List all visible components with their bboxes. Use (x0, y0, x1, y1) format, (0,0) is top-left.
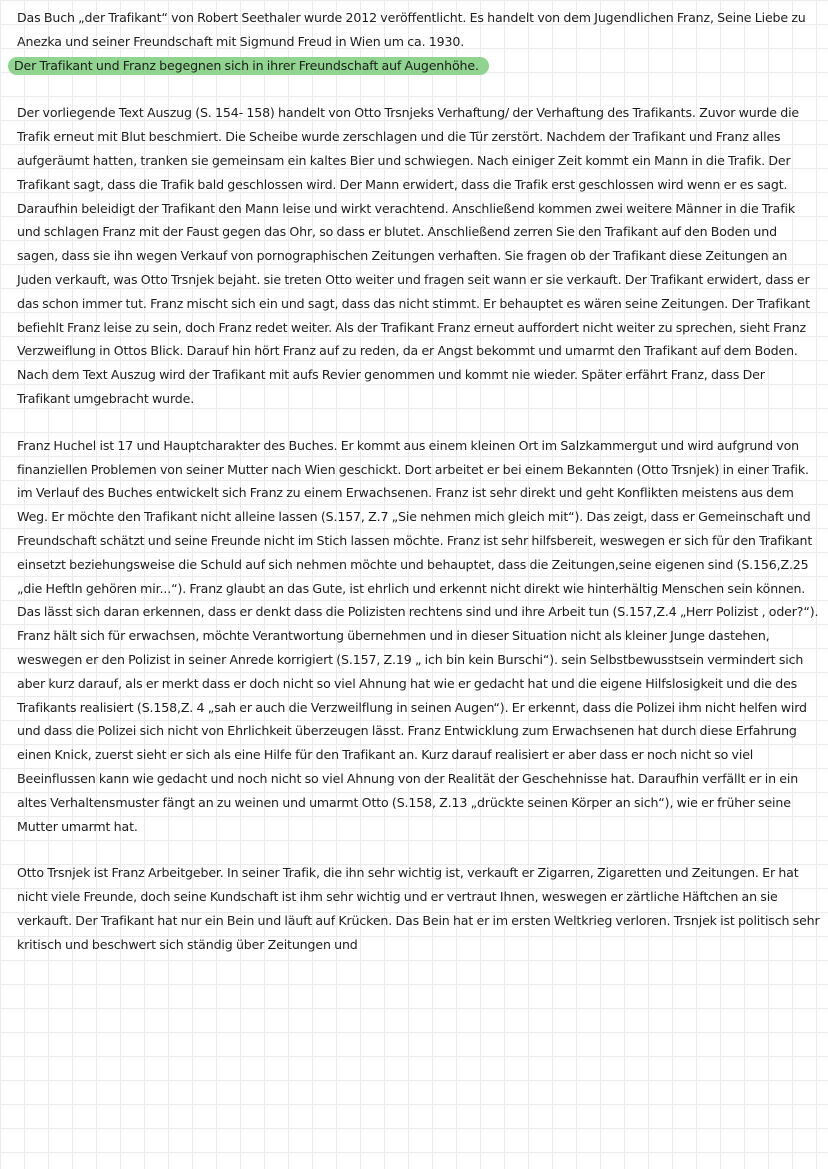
highlighted-thesis: Der Trafikant und Franz begegnen sich in ihrer Freundschaft auf Augenhöhe. (8, 57, 489, 75)
intro-text: Das Buch „der Trafikant“ von Robert Seethaler wurde 2012 veröffentlicht. Es handelt von dem Jugendlichen Franz, Seine Liebe zu Anezka und seiner Freundschaft mit Sigmund Freud in Wien um ca. 1930. (17, 10, 806, 49)
paragraph-gap (17, 838, 820, 861)
paragraph-gap (17, 411, 820, 434)
paragraph-gap (17, 77, 820, 101)
franz-characterization-paragraph: Franz Huchel ist 17 und Hauptcharakter des Buches. Er kommt aus einem kleinen Ort im Salzkammergut und wird aufgrund von finanziellen Problemen von seiner Mutter nach Wien geschickt. Dort arbeitet er bei einem Bekannten (Otto Trsnjek) in einer Trafik. im Verlauf des Buches entwickelt sich Franz zu einem Erwachsenen. Franz ist sehr direkt und geht Konflikten meistens aus dem Weg. Er möchte den Trafikant nicht alleine lassen (S.157, Z.7 „Sie nehmen mich gleich mit“). Das zeigt, dass er Gemeinschaft und Freundschaft schätzt und seine Freunde nicht im Stich lassen möchte. Franz ist sehr hilfsbereit, weswegen er sich für den Trafikant einsetzt beziehungsweise die Schuld auf sich nehmen möchte und behauptet, dass die Zeitungen,seine eigenen sind (S.156,Z.25 „die Heftln gehören mir...“). Franz glaubt an das Gute, ist ehrlich und erkennt nicht direkt wie hinterhältig Menschen sein können. Das lässt sich daran erkennen, dass er denkt dass die Polizisten rechtens sind und ihre Arbeit tun (S.157,Z.4 „Herr Polizist , oder?“). Franz hält sich für erwachsen, möchte Verantwortung übernehmen und in dieser Situation nicht als kleiner Junge dastehen, weswegen er den Polizist in seiner Anrede korrigiert (S.157, Z.19 „ ich bin kein Burschi“). sein Selbstbewusstsein vermindert sich aber kurz darauf, als er merkt dass er doch nicht so viel Ahnung hat wie er gedacht hat und die eigene Hilfslosigkeit und die des Trafikants realisiert (S.158,Z. 4 „sah er auch die Verzweilflung in seinen Augen“). Er erkennt, dass die Polizei ihm nicht helfen wird und dass die Polizei sich nicht von Ehrlichkeit überzeugen lässt. Franz Entwicklung zum Erwachsenen hat durch diese Erfahrung einen Knick, zuerst sieht er sich als eine Hilfe für den Trafikant an. Kurz darauf realisiert er aber dass er noch nicht so viel Beeinflussen kann wie gedacht und noch nicht so viel Ahnung von der Realität der Geschehnisse hat. Daraufhin verfällt er in ein altes Verhaltensmuster fängt an zu weinen und umarmt Otto (S.158, Z.13 „drückte seinen Körper an sich“), wie er früher seine Mutter umarmt hat. (17, 437, 819, 834)
summary-paragraph: Der vorliegende Text Auszug (S. 154- 158) handelt von Otto Trsnjeks Verhaftung/ der Verhaftung des Trafikants. Zuvor wurde die Trafik erneut mit Blut beschmiert. Die Scheibe wurde zerschlagen und die Tür zerstört. Nachdem der Trafikant und Franz alles aufgeräumt hatten, tranken sie gemeinsam ein kaltes Bier und schwiegen. Nach einiger Zeit kommt ein Mann in die Trafik. Der Trafikant sagt, dass die Trafik bald geschlossen wird. Der Mann erwidert, dass die Trafik erst geschlossen wird wenn er es sagt. Daraufhin beleidigt der Trafikant den Mann leise und wirkt verachtend. Anschließend kommen zwei weitere Männer in die Trafik und schlagen Franz mit der Faust gegen das Ohr, so dass er blutet. Anschließend zerren Sie den Trafikant auf den Boden und sagen, dass sie ihn wegen Verkauf von pornographischen Zeitungen verhaften. Sie fragen ob der Trafikant diese Zeitungen an Juden verkauft, was Otto Trsnjek bejaht. sie treten Otto weiter und fragen seit wann er sie verkauft. Der Trafikant erwidert, dass er das schon immer tut. Franz mischt sich ein und sagt, dass das nicht stimmt. Er behauptet es wären seine Zeitungen. Der Trafikant befiehlt Franz leise zu sein, doch Franz redet weiter. Als der Trafikant Franz erneut auffordert nicht weiter zu sprechen, sieht Franz Verzweiflung in Ottos Blick. Darauf hin hört Franz auf zu reden, da er Angst bekommt und umarmt den Trafikant auf dem Boden. Nach dem Text Auszug wird der Trafikant mit aufs Revier genommen und kommt nie wieder. Später erfährt Franz, dass Der Trafikant umgebracht wurde. (17, 105, 811, 406)
intro-paragraph (14, 6, 820, 77)
trafikant-characterization-paragraph: Otto Trsnjek ist Franz Arbeitgeber. In seiner Trafik, die ihn sehr wichtig ist, verkauft er Zigarren, Zigaretten und Zeitungen. Er hat nicht viele Freunde, doch seine Kundschaft ist ihm sehr wichtig und er vertraut Ihnen, weswegen er zärtliche Häftchen an sie verkauft. Der Trafikant hat nur ein Bein und läuft auf Krücken. Das Bein hat er im ersten Weltkrieg verloren. Trsnjek ist politisch sehr kritisch und beschwert sich ständig über Zeitungen und (17, 865, 820, 952)
